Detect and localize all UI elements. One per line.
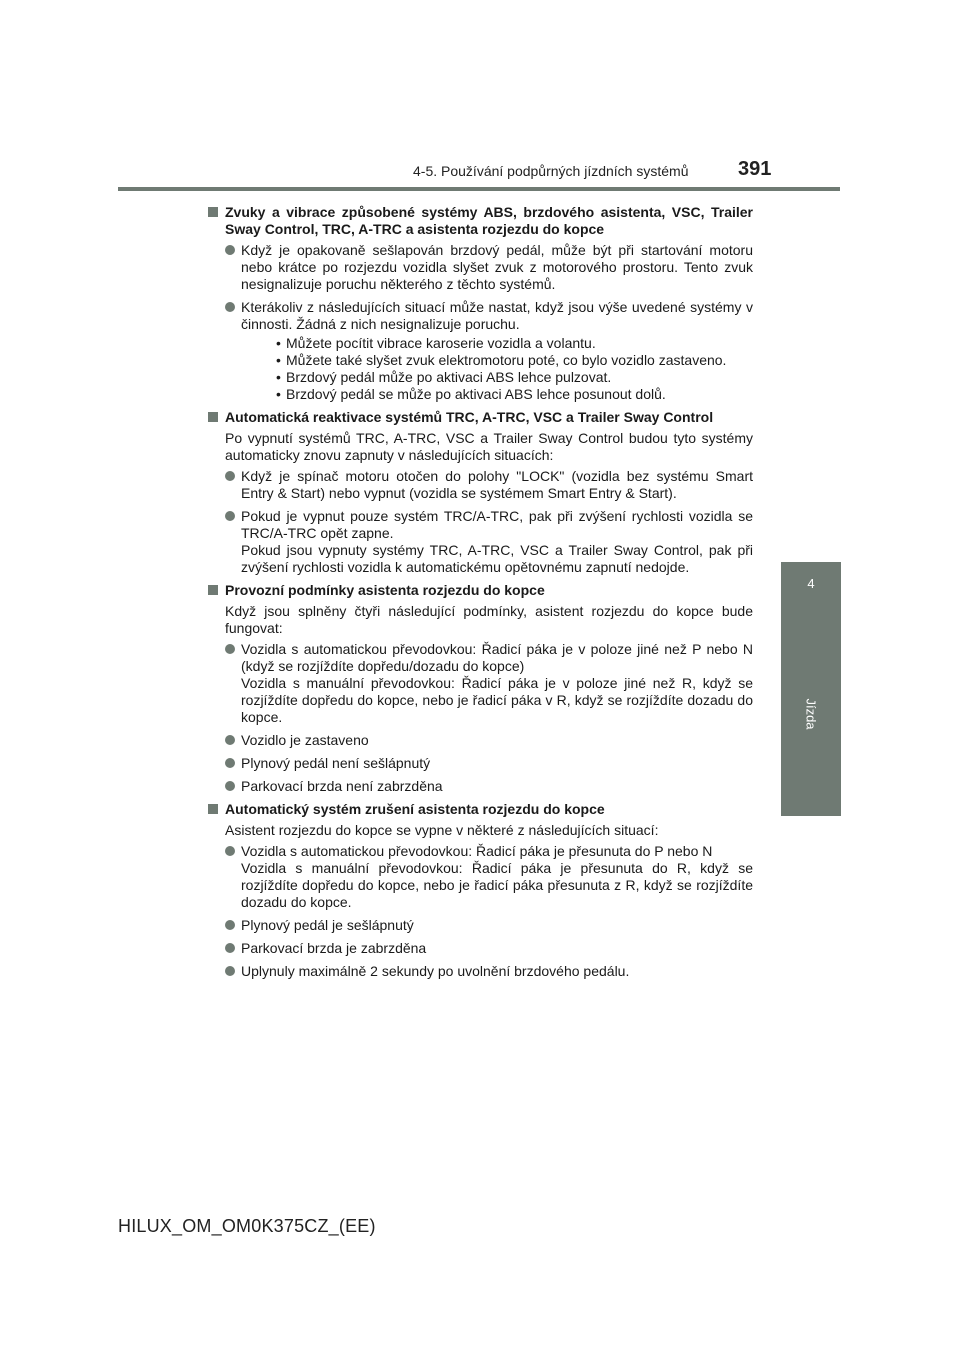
list-item-text: Vozidla s manuální převodovkou: Řadicí páka je přesunuta do R, když se rozjíždíte dopředu do kopce, nebo je řadicí páka přesunuta z R, když se rozjíždíte dozadu do kopce.	[241, 860, 753, 910]
circle-bullet-icon	[225, 758, 235, 768]
document-code-footer: HILUX_OM_OM0K375CZ_(EE)	[118, 1216, 376, 1236]
list-item-text: Vozidla s manuální převodovkou: Řadicí páka je v poloze jiné než R, když se rozjíždíte dopředu do kopce, nebo je řadicí páka v R, když se rozjíždíte dozadu do kopce.	[241, 675, 753, 725]
list-item	[208, 755, 753, 772]
list-item	[208, 778, 753, 795]
section-heading	[208, 582, 753, 599]
list-item-text: Vozidla s automatickou převodovkou: Řadicí páka je v poloze jiné než P nebo N (když se rozjíždíte dopředu/dozadu do kopce)	[241, 641, 753, 674]
paragraph: Po vypnutí systémů TRC, A-TRC, VSC a Trailer Sway Control budou tyto systémy automaticky znovu zapnuty v následujících situacích:	[225, 430, 753, 463]
section-heading	[208, 801, 753, 818]
circle-bullet-icon	[225, 781, 235, 791]
list-item	[208, 917, 753, 934]
list-item	[208, 242, 753, 293]
section-heading	[208, 204, 753, 238]
list-item-text: Parkovací brzda není zabrzděna	[241, 778, 443, 794]
list-item-text: Parkovací brzda je zabrzděna	[241, 940, 427, 956]
circle-bullet-icon	[225, 735, 235, 745]
list-item-text: Když je spínač motoru otočen do polohy "LOCK" (vozidla bez systému Smart Entry & Start) nebo vypnut (vozidla se systémem Smart Entry & Start).	[241, 468, 753, 501]
circle-bullet-icon	[225, 846, 235, 856]
section-heading-text: Provozní podmínky asistenta rozjezdu do kopce	[225, 582, 545, 598]
square-bullet-icon	[208, 585, 218, 595]
square-bullet-icon	[208, 207, 218, 217]
chapter-side-tab	[781, 562, 841, 816]
list-item-text: Pokud jsou vypnuty systémy TRC, A-TRC, VSC a Trailer Sway Control, pak při zvýšení rychlosti vozidla k automatickému opětovnému zapnutí nedojde.	[241, 542, 753, 575]
list-item	[208, 963, 753, 980]
header-divider	[118, 187, 840, 191]
list-item-text: Když je opakovaně sešlapován brzdový pedál, může být při startování motoru nebo krátce po rozjezdu vozidla slyšet zvuk z motorového prostoru. Tento zvuk nesignalizuje poruchu některého z těchto systémů.	[241, 242, 753, 292]
section-heading-text: Zvuky a vibrace způsobené systémy ABS, brzdového asistenta, VSC, Trailer Sway Control, TRC, A-TRC a asistenta rozjezdu do kopce	[225, 204, 753, 237]
sub-list-item: • Můžete také slyšet zvuk elektromotoru poté, co bylo vozidlo zastaveno.	[241, 352, 753, 369]
circle-bullet-icon	[225, 471, 235, 481]
list-item	[208, 508, 753, 576]
page-number: 391	[738, 158, 772, 180]
list-item	[208, 843, 753, 911]
list-item	[208, 299, 753, 403]
list-item-text: Uplynuly maximálně 2 sekundy po uvolnění brzdového pedálu.	[241, 963, 630, 979]
sub-list-item: • Brzdový pedál může po aktivaci ABS lehce pulzovat.	[241, 369, 753, 386]
side-tab-number: 4	[807, 576, 815, 591]
circle-bullet-icon	[225, 245, 235, 255]
circle-bullet-icon	[225, 920, 235, 930]
circle-bullet-icon	[225, 943, 235, 953]
list-item	[208, 732, 753, 749]
list-item-text: Plynový pedál není sešlápnutý	[241, 755, 431, 771]
page-content	[208, 198, 753, 986]
section-heading-text: Automatická reaktivace systémů TRC, A-TRC, VSC a Trailer Sway Control	[225, 409, 714, 425]
list-item	[208, 940, 753, 957]
section-heading-text: Automatický systém zrušení asistenta rozjezdu do kopce	[225, 801, 605, 817]
list-item-text: Plynový pedál je sešlápnutý	[241, 917, 414, 933]
side-tab-label: Jízda	[803, 698, 819, 730]
list-item-text: Pokud je vypnut pouze systém TRC/A-TRC, pak při zvýšení rychlosti vozidla se TRC/A-TRC opět zapne.	[241, 508, 753, 541]
paragraph: Když jsou splněny čtyři následující podmínky, asistent rozjezdu do kopce bude fungovat:	[225, 603, 753, 636]
square-bullet-icon	[208, 804, 218, 814]
circle-bullet-icon	[225, 966, 235, 976]
list-item	[208, 641, 753, 726]
list-item	[208, 468, 753, 502]
section-heading	[208, 409, 753, 426]
sub-list-item: • Brzdový pedál se může po aktivaci ABS lehce posunout dolů.	[241, 386, 753, 403]
chapter-title: 4-5. Používání podpůrných jízdních systémů	[413, 163, 689, 179]
circle-bullet-icon	[225, 644, 235, 654]
square-bullet-icon	[208, 412, 218, 422]
circle-bullet-icon	[225, 302, 235, 312]
list-item-text: Vozidla s automatickou převodovkou: Řadicí páka je přesunuta do P nebo N	[241, 843, 713, 859]
list-item-text: Kterákoliv z následujících situací může nastat, když jsou výše uvedené systémy v činnosti. Žádná z nich nesignalizuje poruchu.	[241, 299, 753, 332]
paragraph: Asistent rozjezdu do kopce se vypne v některé z následujících situací:	[225, 822, 659, 838]
circle-bullet-icon	[225, 511, 235, 521]
list-item-text: Vozidlo je zastaveno	[241, 732, 369, 748]
sub-list-item: • Můžete pocítit vibrace karoserie vozidla a volantu.	[241, 335, 753, 352]
